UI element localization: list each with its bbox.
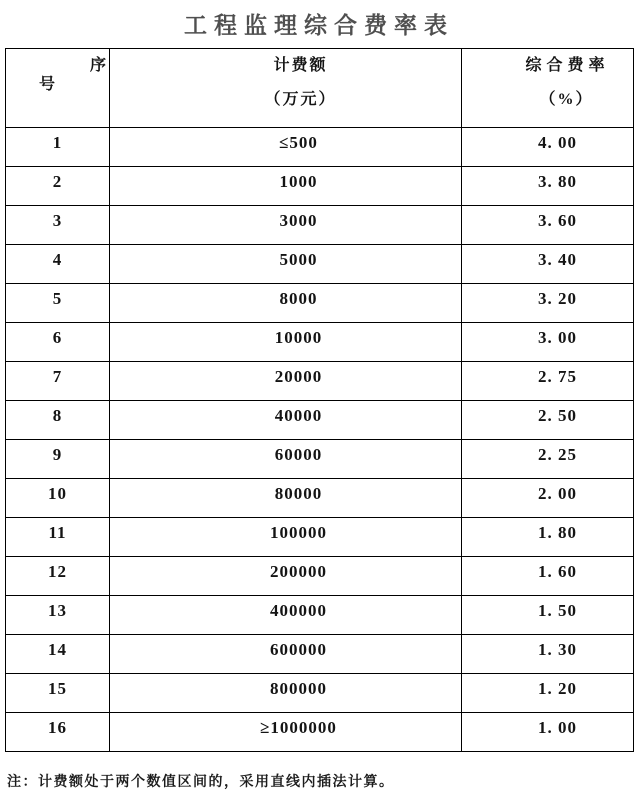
billing-amount-cell: 10000 — [110, 323, 462, 362]
table-row — [6, 713, 634, 752]
rate-cell: 2. 50 — [462, 401, 634, 440]
serial-number-cell: 9 — [6, 440, 110, 479]
header-billing-amount-unit: （万元） — [264, 91, 337, 108]
rate-cell: 1. 80 — [462, 518, 634, 557]
serial-number-cell: 11 — [6, 518, 110, 557]
billing-amount-cell: ≥1000000 — [110, 713, 462, 752]
page-title: 工程监理综合费率表 — [184, 13, 454, 38]
header-comprehensive-rate — [462, 49, 634, 128]
header-serial-line2: 号 — [39, 76, 56, 93]
rate-cell: 2. 75 — [462, 362, 634, 401]
billing-amount-cell: 80000 — [110, 479, 462, 518]
table-row — [6, 206, 634, 245]
serial-number-cell: 1 — [6, 128, 110, 167]
billing-amount-cell: ≤500 — [110, 128, 462, 167]
billing-amount-cell: 200000 — [110, 557, 462, 596]
serial-number-cell: 4 — [6, 245, 110, 284]
table-row — [6, 167, 634, 206]
header-comprehensive-rate-label: 综合费率 — [525, 57, 610, 74]
billing-amount-cell: 600000 — [110, 635, 462, 674]
billing-amount-cell: 3000 — [110, 206, 462, 245]
serial-number-cell: 16 — [6, 713, 110, 752]
rate-cell: 2. 25 — [462, 440, 634, 479]
rate-cell: 3. 60 — [462, 206, 634, 245]
billing-amount-cell: 40000 — [110, 401, 462, 440]
rate-cell: 3. 40 — [462, 245, 634, 284]
serial-number-cell: 5 — [6, 284, 110, 323]
header-billing-amount-label: 计费额 — [273, 57, 328, 74]
rate-cell: 3. 80 — [462, 167, 634, 206]
table-row — [6, 284, 634, 323]
serial-number-cell: 14 — [6, 635, 110, 674]
serial-number-cell: 8 — [6, 401, 110, 440]
header-comprehensive-rate-unit: （%） — [539, 91, 594, 108]
table-row — [6, 440, 634, 479]
serial-number-cell: 15 — [6, 674, 110, 713]
table-row — [6, 674, 634, 713]
serial-number-cell: 10 — [6, 479, 110, 518]
rate-table — [5, 48, 634, 752]
rate-cell: 1. 60 — [462, 557, 634, 596]
table-row — [6, 479, 634, 518]
rate-cell: 1. 00 — [462, 713, 634, 752]
billing-amount-cell: 400000 — [110, 596, 462, 635]
billing-amount-cell: 8000 — [110, 284, 462, 323]
footnote: 注：计费额处于两个数值区间的，采用直线内插法计算。 — [7, 775, 395, 790]
serial-number-cell: 6 — [6, 323, 110, 362]
header-billing-amount — [110, 49, 462, 128]
serial-number-cell: 12 — [6, 557, 110, 596]
table-row — [6, 128, 634, 167]
rate-cell: 1. 30 — [462, 635, 634, 674]
rate-cell: 3. 00 — [462, 323, 634, 362]
serial-number-cell: 13 — [6, 596, 110, 635]
serial-number-cell: 7 — [6, 362, 110, 401]
table-header-row — [6, 49, 634, 128]
table-row — [6, 635, 634, 674]
table-row — [6, 245, 634, 284]
header-serial-number — [6, 49, 110, 128]
table-row — [6, 362, 634, 401]
table-row — [6, 596, 634, 635]
rate-cell: 3. 20 — [462, 284, 634, 323]
billing-amount-cell: 800000 — [110, 674, 462, 713]
billing-amount-cell: 60000 — [110, 440, 462, 479]
rate-cell: 2. 00 — [462, 479, 634, 518]
billing-amount-cell: 5000 — [110, 245, 462, 284]
rate-cell: 1. 50 — [462, 596, 634, 635]
billing-amount-cell: 20000 — [110, 362, 462, 401]
rate-cell: 1. 20 — [462, 674, 634, 713]
table-row — [6, 323, 634, 362]
table-row — [6, 518, 634, 557]
table-row — [6, 557, 634, 596]
billing-amount-cell: 1000 — [110, 167, 462, 206]
serial-number-cell: 2 — [6, 167, 110, 206]
serial-number-cell: 3 — [6, 206, 110, 245]
rate-cell: 4. 00 — [462, 128, 634, 167]
table-row — [6, 401, 634, 440]
billing-amount-cell: 100000 — [110, 518, 462, 557]
header-serial-line1: 序 — [89, 57, 106, 74]
